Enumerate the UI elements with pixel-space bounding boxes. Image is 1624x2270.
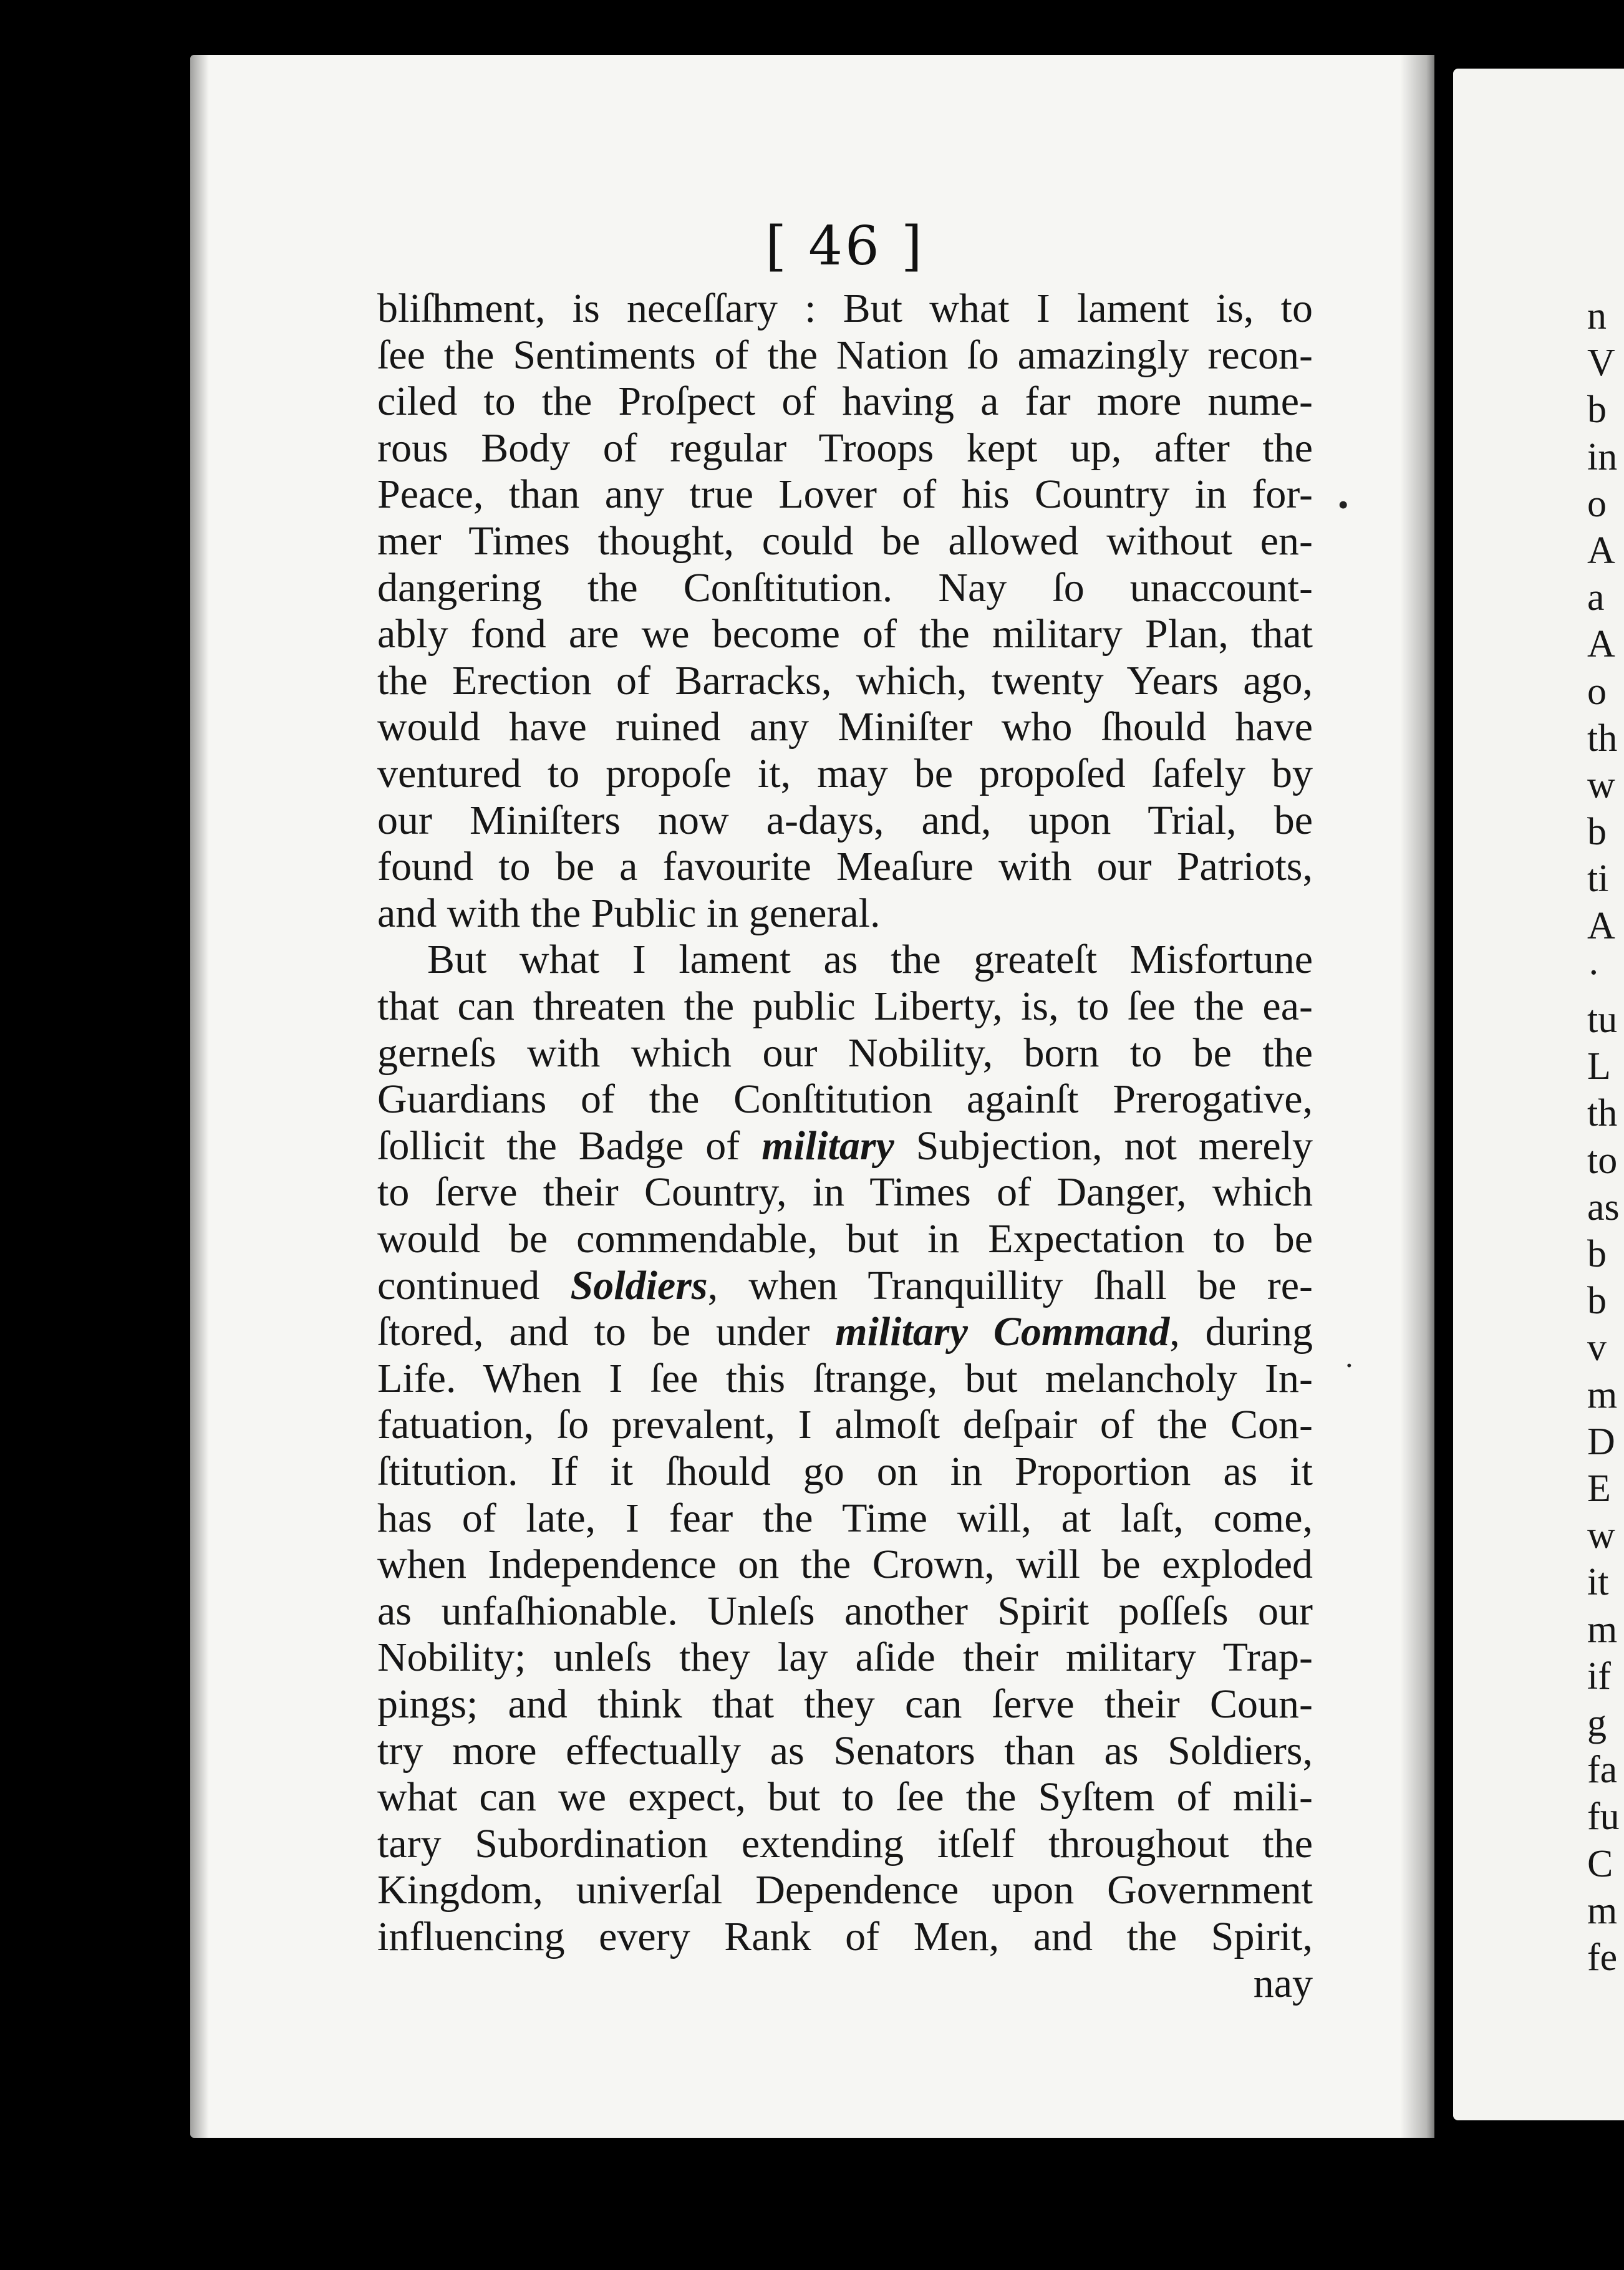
text-line: to ſerve their Country, in Times of Danger, which <box>377 1169 1313 1215</box>
facing-line-fragment: fa <box>1587 1749 1618 1792</box>
facing-line-fragment: b <box>1587 1233 1607 1275</box>
margin-dot: • <box>1338 487 1349 522</box>
facing-line-fragment: b <box>1587 811 1607 854</box>
text-line: our Miniſters now a-days, and, upon Trial, be <box>377 797 1313 843</box>
text-line: tary Subordination extending itſelf throughout the <box>377 1820 1313 1867</box>
text-line: the Erection of Barracks, which, twenty Years ago, <box>377 657 1313 703</box>
text-line: ventured to propoſe it, may be propoſed ſafely by <box>377 751 1313 796</box>
facing-line-fragment: · <box>1587 951 1600 994</box>
facing-line-fragment: A <box>1587 623 1615 666</box>
text-line: influencing every Rank of Men, and the Spirit, <box>377 1914 1313 1959</box>
text-line: bliſhment, is neceſſary : But what I lament is, to <box>377 286 1313 331</box>
facing-line-fragment: m <box>1587 1373 1618 1416</box>
text-line: as unfaſhionable. Unleſs another Spirit poſſeſs our <box>377 1588 1313 1634</box>
text-line: found to be a favourite Meaſure with our Patriots, <box>377 844 1313 890</box>
text-line: has of late, I fear the Time will, at laſt, come, <box>377 1495 1313 1541</box>
facing-line-fragment: ti <box>1587 857 1609 901</box>
page-number: [ 46 ] <box>765 215 925 278</box>
text-line: pings; and think that they can ſerve their Coun- <box>377 1681 1313 1727</box>
text-line: gerneſs with which our Nobility, born to be the <box>377 1030 1313 1076</box>
facing-line-fragment: o <box>1587 670 1607 713</box>
facing-line-fragment: in <box>1587 435 1618 478</box>
text-line: Life. When I ſee this ſtrange, but melancholy In- <box>377 1355 1313 1401</box>
gutter-shadow <box>1400 55 1438 2138</box>
facing-line-fragment: L <box>1587 1045 1611 1088</box>
text-line: ciled to the Proſpect of having a far more nume- <box>377 379 1313 425</box>
facing-line-fragment: V <box>1587 342 1615 385</box>
catchword: nay <box>1253 1960 1313 2006</box>
text-line: ſollicit the Badge of military Subjection, not merely <box>377 1123 1313 1169</box>
facing-line-fragment: m <box>1587 1889 1618 1932</box>
facing-line-fragment: C <box>1587 1842 1613 1885</box>
text-line: dangering the Conſtitution. Nay ſo unaccount- <box>377 564 1313 611</box>
margin-dot: · <box>1344 1348 1355 1383</box>
text-line: ably fond are we become of the military Plan, that <box>377 611 1313 657</box>
facing-line-fragment: b <box>1587 1280 1607 1323</box>
facing-line-fragment: fu <box>1587 1795 1620 1838</box>
facing-line-fragment: m <box>1587 1608 1618 1651</box>
text-line: continued Soldiers, when Tranquillity ſhall be re- <box>377 1262 1313 1308</box>
facing-line-fragment: A <box>1587 904 1615 947</box>
text-line: rous Body of regular Troops kept up, after the <box>377 425 1313 471</box>
text-line: what can we expect, but to ſee the Syſtem of mili- <box>377 1774 1313 1820</box>
text-line: would have ruined any Miniſter who ſhould have <box>377 704 1313 750</box>
italic-emphasis: military Command <box>835 1309 1170 1355</box>
facing-line-fragment: w <box>1587 1514 1615 1557</box>
text-line: ſtitution. If it ſhould go on in Proportion as it <box>377 1449 1313 1494</box>
facing-line-fragment: v <box>1587 1326 1607 1369</box>
facing-line-fragment: w <box>1587 764 1615 806</box>
facing-line-fragment: A <box>1587 529 1615 572</box>
facing-line-fragment: E <box>1587 1467 1611 1510</box>
facing-line-fragment: to <box>1587 1139 1618 1182</box>
text-line: try more effectually as Senators than as Soldiers, <box>377 1727 1313 1774</box>
text-line: and with the Public in general. <box>377 890 881 936</box>
facing-line-fragment: if <box>1587 1654 1611 1698</box>
facing-line-fragment: as <box>1587 1186 1620 1229</box>
italic-emphasis: Soldiers <box>570 1262 708 1308</box>
facing-line-fragment: fe <box>1587 1936 1618 1979</box>
facing-line-fragment: n <box>1587 295 1607 337</box>
facing-line-fragment: o <box>1587 482 1607 525</box>
text-line: ſee the Sentiments of the Nation ſo amazingly recon- <box>377 332 1313 378</box>
text-line: that can threaten the public Liberty, is, to ſee the ea- <box>377 983 1313 1029</box>
facing-line-fragment: a <box>1587 576 1605 619</box>
text-line: Guardians of the Conſtitution againſt Prerogative, <box>377 1076 1313 1123</box>
facing-line-fragment: th <box>1587 717 1618 760</box>
text-line: Peace, than any true Lover of his Country in for- <box>377 471 1313 518</box>
facing-line-fragment: D <box>1587 1420 1615 1463</box>
text-line: Nobility; unleſs they lay aſide their military Trap- <box>377 1635 1313 1681</box>
text-line: ſtored, and to be under military Command, during <box>377 1309 1313 1355</box>
facing-line-fragment: g <box>1587 1702 1607 1744</box>
page-edge-shadow <box>190 55 209 2138</box>
facing-line-fragment: b <box>1587 389 1607 432</box>
facing-line-fragment: tu <box>1587 998 1618 1041</box>
text-line: fatuation, ſo prevalent, I almoſt deſpair of the Con- <box>377 1402 1313 1448</box>
text-line: mer Times thought, could be allowed without en- <box>377 518 1313 564</box>
facing-line-fragment: it <box>1587 1561 1609 1604</box>
text-line: Kingdom, univerſal Dependence upon Government <box>377 1867 1313 1913</box>
text-line: when Independence on the Crown, will be exploded <box>377 1542 1313 1588</box>
italic-emphasis: military <box>761 1123 894 1169</box>
text-line: would be commendable, but in Expectation to be <box>377 1216 1313 1262</box>
text-line: But what I lament as the greateſt Misfortune <box>427 937 1313 983</box>
facing-line-fragment: th <box>1587 1092 1618 1135</box>
